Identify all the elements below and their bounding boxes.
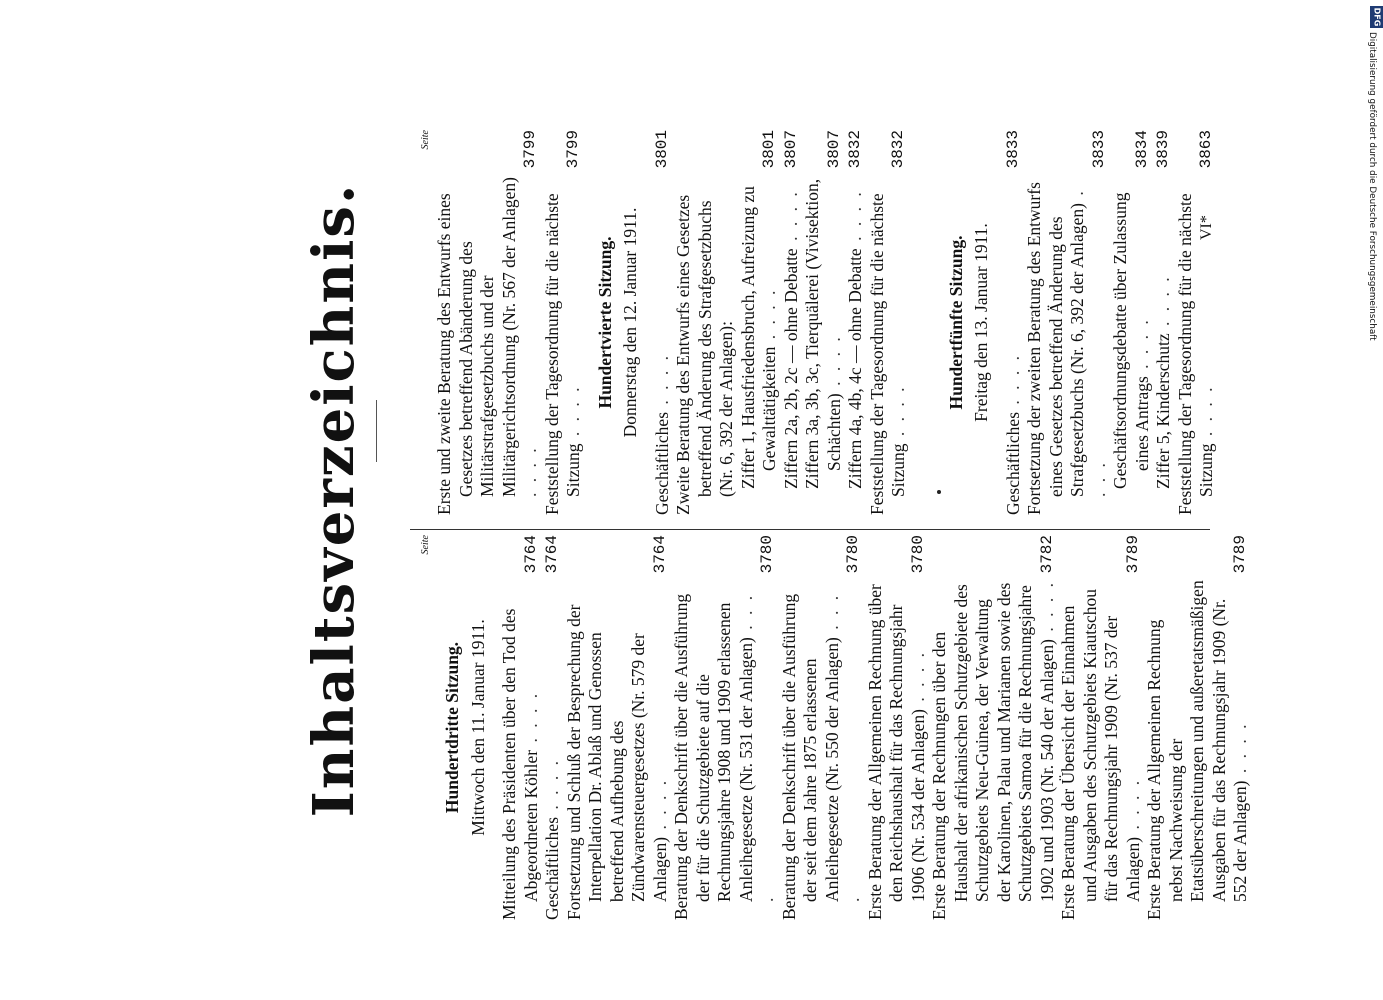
toc-page-number: 3833: [1003, 130, 1022, 169]
dfg-logo-text: DFG: [1372, 7, 1382, 27]
toc-page-number: 3801: [760, 130, 778, 169]
leader-dots: . . . .: [649, 777, 670, 837]
toc-entry-text: [434, 174, 542, 515]
toc-entry-text: [867, 174, 910, 515]
leader-dots: . . . .: [845, 189, 865, 249]
entry-list-105: [1003, 130, 1218, 515]
toc-entry-text: [865, 579, 930, 920]
toc-entry: [542, 535, 564, 920]
toc-entry: [671, 535, 779, 920]
leader-dots: . . . .: [823, 334, 844, 394]
toc-entry-label: Geschäftsordnungsdebatte über Zulassung eines Antrags: [1110, 192, 1152, 489]
toc-page-number: 3832: [846, 130, 864, 169]
toc-page-number: 3834: [1132, 130, 1151, 169]
entry-list-continued: [434, 130, 585, 515]
column-divider: [410, 529, 1210, 530]
toc-entry: [1058, 535, 1144, 920]
session-date-105: Freitag den 13. Januar 1911.: [971, 223, 991, 422]
toc-entry: [867, 130, 910, 515]
toc-entry: [1024, 130, 1110, 515]
toc-entry: [738, 130, 781, 515]
toc-page-number: 3780: [908, 535, 927, 574]
title-rule: [376, 400, 377, 462]
leader-dots: . . . .: [542, 757, 562, 817]
toc-entry-text: [1003, 174, 1025, 515]
toc-entry-label: Erste Beratung der Allgemeinen Rechnung nebst Nachweisung der Etatsüberschreitungen und außeretatsmäßigen Ausgaben für das Rechnungsjahr 1909 (Nr. 552 der Anlagen): [1144, 580, 1250, 920]
toc-entry-label: Ziffer 1, Hausfriedensbruch, Aufreizung zu Gewalttätigkeiten: [737, 186, 779, 489]
leader-dots: . . . .: [1122, 777, 1143, 837]
toc-entry-text: [1024, 174, 1110, 515]
leader-dots: . . . .: [1131, 317, 1152, 377]
toc-entry: [865, 535, 930, 920]
toc-page-number: 3832: [889, 130, 907, 169]
toc-entry-label: Feststellung der Tagesordnung für die nächste Sitzung: [1174, 193, 1216, 515]
leader-dots: . . . .: [780, 189, 801, 249]
toc-page-number: 3789: [1231, 535, 1249, 574]
toc-entry-text: [652, 174, 674, 515]
left-column: [420, 535, 1252, 920]
toc-entry: [564, 535, 672, 920]
toc-entry: [1153, 130, 1175, 515]
toc-entry-text: [929, 579, 1058, 920]
toc-entry-text: [542, 579, 564, 920]
right-column: [420, 130, 1218, 515]
seite-label-left: Seite: [420, 535, 431, 555]
toc-entry-text: [845, 174, 867, 515]
leader-dots: . . . .: [888, 384, 908, 444]
toc-page-number: 3863: [1197, 130, 1215, 169]
toc-entry-label: Mitteilung des Präsidenten über den Tod des Abgeordneten Köhler: [499, 608, 541, 920]
leader-dots: . . . .: [1230, 721, 1250, 781]
toc-entry: [1175, 130, 1218, 515]
toc-entry-label: Ziffern 3a, 3b, 3c, Tierquälerei (Vivisektion, Schächten): [802, 178, 844, 489]
leader-dots: . . . .: [735, 592, 777, 902]
toc-entry-text: [542, 174, 585, 515]
leader-dots: . . . .: [563, 384, 583, 444]
toc-entry: [434, 130, 542, 515]
toc-entry-text: [564, 579, 672, 920]
toc-entry: [779, 535, 865, 920]
toc-entry-text: [671, 579, 779, 920]
toc-entry-text: [499, 579, 542, 920]
toc-page-number: 3801: [652, 130, 671, 169]
toc-entry-text: [1153, 174, 1175, 515]
toc-entry-label: Beratung der Denkschrift über die Ausführung der für die Schutzgebiete auf die Rechnungsjahre 1908 und 1909 erlassenen Anleihegesetze (Nr. 531 der Anlagen): [671, 593, 756, 920]
page-signature: VI*: [1198, 215, 1215, 240]
entry-list-104: [652, 130, 910, 515]
toc-entry: [929, 535, 1058, 920]
toc-entry-label: Erste Beratung der Allgemeinen Rechnung über den Reichshaushalt für das Rechnungsjahr 1906 (Nr. 534 der Anlagen): [864, 584, 928, 920]
toc-entry-text: [1058, 579, 1144, 920]
page-title: Inhaltsverzeichnis.: [301, 182, 367, 818]
toc-entry-label: Zweite Beratung des Entwurfs eines Gesetzes betreffend Änderung des Strafgesetzbuchs (Nr. 6, 392 der Anlagen):: [673, 194, 736, 515]
toc-page-number: 3764: [650, 535, 669, 574]
toc-entry-label: Erste und zweite Beratung des Entwurfs eines Gesetzes betreffend Abänderung des Militärstrafgesetzbuchs und der Militärgerichtsordnung (Nr. 567 der Anlagen): [434, 177, 519, 515]
toc-entry: [1144, 535, 1252, 920]
leader-dots: . . . .: [520, 690, 541, 750]
toc-page-number: 3780: [844, 535, 862, 574]
entry-list-103: [499, 535, 1252, 920]
toc-entry-label: Feststellung der Tagesordnung für die nächste Sitzung: [866, 193, 908, 515]
toc-entry-label: Erste Beratung der Übersicht der Einnahmen und Ausgaben des Schutzgebiets Kiautschou für das Rechnungsjahr 1909 (Nr. 537 der Anlagen): [1058, 588, 1143, 920]
toc-entry-label: Geschäftliches: [651, 411, 672, 515]
toc-entry-label: Fortsetzung und Schluß der Besprechung der Interpellation Dr. Ablaß und Genossen betreffend Aufhebung des Zündwarensteuergesetzes (Nr. 579 der Anlagen): [563, 604, 670, 920]
toc-entry-text: [1144, 579, 1252, 920]
leader-dots: . . . .: [1002, 352, 1023, 412]
leader-dots: . . . .: [651, 352, 672, 412]
toc-entry-label: Erste Beratung der Rechnungen über den Haushalt der afrikanischen Schutzgebiete des Schutzgebiets Neu-Guinea, der Verwaltung der Karolinen, Palau und Marianen sowie des Schutzgebiets Samoa für die Rechnungsjahre 1902 und 1903 (Nr. 540 der Anlagen): [929, 582, 1057, 920]
toc-entry: [1110, 130, 1153, 515]
toc-entry-label: Ziffern 2a, 2b, 2c — ohne Debatte: [780, 248, 801, 489]
toc-entry-label: Ziffer 5, Kinderschutz: [1153, 333, 1173, 489]
leader-dots: . . . .: [1036, 580, 1057, 640]
toc-page-number: 3782: [1037, 535, 1056, 574]
toc-entry-text: [673, 174, 738, 515]
dfg-credit: [1367, 6, 1383, 394]
leader-dots: . . . .: [759, 287, 779, 347]
toc-entry-label: Geschäftliches: [542, 816, 562, 920]
toc-page-number: 3764: [521, 535, 540, 574]
toc-entry-text: [779, 579, 865, 920]
toc-entry-text: [802, 174, 845, 515]
toc-entry: [781, 130, 803, 515]
toc-entry: [542, 130, 585, 515]
session-date-104: Donnerstag den 12. Januar 1911.: [620, 207, 640, 438]
toc-page-number: 3839: [1154, 130, 1172, 169]
toc-entry: [673, 130, 738, 515]
toc-entry: [845, 130, 867, 515]
scan-speck: [937, 490, 941, 494]
dfg-logo-icon: [1370, 6, 1383, 28]
leader-dots: . . . .: [821, 592, 863, 902]
toc-page-number: 3799: [521, 130, 539, 169]
leader-dots: . . . .: [520, 445, 540, 497]
toc-entry: [652, 130, 674, 515]
toc-page-number: 3799: [564, 130, 582, 169]
toc-page-number: 3807: [781, 130, 800, 169]
session-heading-103: Hundertdritte Sitzung.: [442, 641, 462, 814]
leader-dots: . . . .: [1196, 384, 1216, 444]
toc-page-number: 3807: [824, 130, 843, 169]
toc-entry: [499, 535, 542, 920]
toc-entry: [1003, 130, 1025, 515]
toc-page-number: 3789: [1123, 535, 1142, 574]
session-date-103: Mittwoch den 11. Januar 1911.: [467, 619, 488, 836]
toc-entry-text: [738, 174, 781, 515]
toc-entry-text: [1110, 174, 1153, 515]
leader-dots: . . . .: [1067, 188, 1109, 497]
toc-entry: [802, 130, 845, 515]
toc-page-number: 3833: [1089, 130, 1108, 169]
toc-entry-label: Beratung der Denkschrift über die Ausführung der seit dem Jahre 1875 erlassenen Anleihegesetze (Nr. 550 der Anlagen): [778, 593, 842, 920]
seite-label-right: Seite: [420, 130, 431, 150]
toc-entry-label: Feststellung der Tagesordnung für die nächste Sitzung: [541, 193, 583, 515]
toc-entry-label: Geschäftliches: [1002, 411, 1023, 515]
session-heading-104: Hundertvierte Sitzung.: [594, 236, 615, 409]
toc-page-number: 3764: [543, 535, 561, 574]
session-heading-105: Hundertfünfte Sitzung.: [945, 235, 966, 410]
toc-page-number: 3780: [758, 535, 776, 574]
toc-entry-label: Fortsetzung der zweiten Beratung des Entwurfs eines Gesetzes betreffend Änderung des Strafgesetzbuchs (Nr. 6, 392 der Anlagen): [1024, 182, 1087, 515]
credit-text: Digitalisierung gefördert durch die Deutsche Forschungsgemeinschaft: [1367, 32, 1377, 341]
leader-dots: . . . .: [1153, 274, 1173, 334]
leader-dots: . . . .: [907, 650, 928, 710]
toc-entry-label: Ziffern 4a, 4b, 4c — ohne Debatte: [845, 248, 865, 489]
toc-entry-text: [781, 174, 803, 515]
